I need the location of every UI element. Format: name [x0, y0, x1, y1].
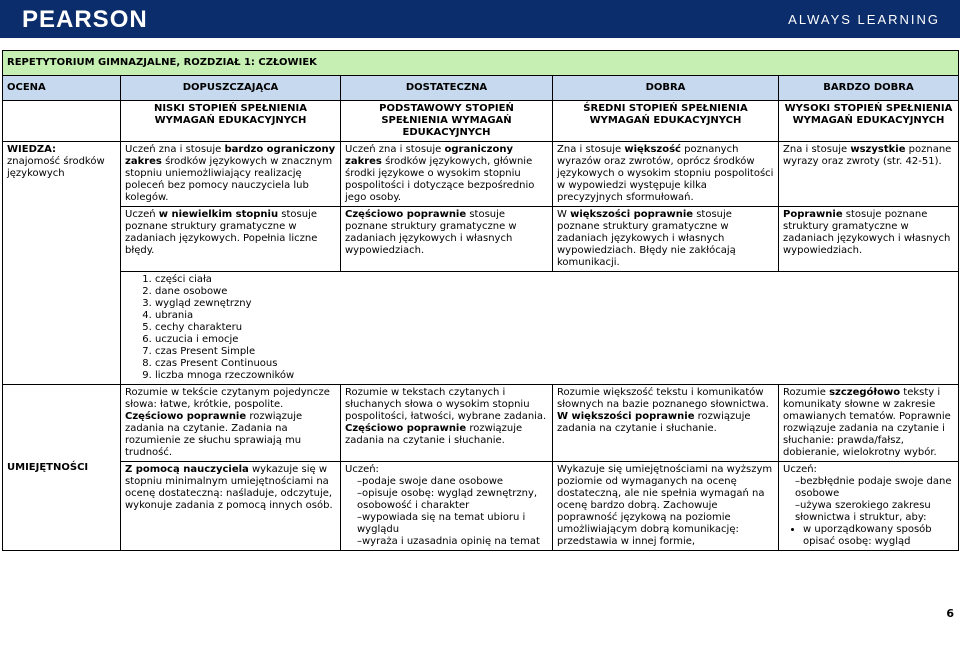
text: Rozumie większość tekstu i komunikatów słownych na bazie poznanego słownictwa.: [557, 387, 769, 410]
text: Uczeń: [125, 209, 159, 220]
text: wykazuje się w stopniu minimalnym umiejętnościami na ocenę dostateczną: naśladuje, odczytuje, wykonuje zadania z pomocą innych osób.: [125, 464, 333, 511]
topics-list: [125, 274, 954, 382]
umiej-r1-c4: [779, 385, 959, 462]
list-item: – wyraża i uzasadnia opinię na temat: [357, 536, 548, 548]
list-item: 6. uczucia i emocje: [155, 334, 954, 346]
emphasis: Częściowo poprawnie: [345, 423, 467, 434]
text: poznanych wyrazów oraz zwrotów, oprócz środków językowych o wysokim stopniu pospolitości w wypowiedzi występuje kilka precyzyjnych sformułowań.: [557, 144, 774, 203]
c4-sublist: [783, 524, 954, 548]
text: poznane wyrazy oraz zwroty (str. 42-51).: [783, 144, 952, 167]
level-high: WYSOKI STOPIEŃ SPEŁNIENIA WYMAGAŃ EDUKACYJNYCH: [779, 101, 959, 142]
emphasis: Poprawnie: [783, 209, 843, 220]
umiej-r1-c2: [341, 385, 553, 462]
text: Uczeń zna i stosuje: [125, 144, 225, 155]
list-item: 4. ubrania: [155, 310, 954, 322]
text: Rozumie w tekście czytanym pojedyncze słowa: łatwe, krótkie, pospolite.: [125, 387, 330, 410]
text: Rozumie w tekstach czytanych i słuchanych słowa o wysokim stopniu pospolitości, łatwości, wybrane zadania.: [345, 387, 547, 422]
list-item: – bezbłędnie podaje swoje dane osobowe: [795, 476, 954, 500]
requirements-table: [2, 50, 959, 551]
wiedza-row-1: [3, 142, 959, 207]
wiedza-r2-c4: [779, 207, 959, 272]
text: Uczeń zna i stosuje: [345, 144, 445, 155]
grade-dopuszczajaca: DOPUSZCZAJĄCA: [121, 76, 341, 101]
wiedza-r1-c4: [779, 142, 959, 207]
text: rozwiązuje zadania na czytanie. Zadania na rozumienie ze słuchu sprawiają mu trudność.: [125, 411, 303, 458]
emphasis: wszystkie: [850, 144, 906, 155]
list-item: 2. dane osobowe: [155, 286, 954, 298]
tagline: ALWAYS LEARNING: [788, 12, 940, 27]
text: Zna i stosuje: [557, 144, 625, 155]
text: teksty i komunikaty słowne w zakresie omawianych tematów. Poprawnie rozwiązuje zadania na czytanie i słuchanie: prawda/fałsz, dobieranie, wielokrotny wybór.: [783, 387, 951, 458]
levels-empty: [3, 101, 121, 142]
umiej-r2-c4: [779, 462, 959, 551]
text: W: [557, 209, 571, 220]
emphasis: Częściowo poprawnie: [125, 411, 247, 422]
emphasis: Z pomocą nauczyciela: [125, 464, 249, 475]
grades-row: [3, 76, 959, 101]
emphasis: ograniczony zakres: [345, 144, 514, 167]
wiedza-label-cell: [3, 142, 121, 385]
list-item: – opisuje osobę: wygląd zewnętrzny, osobowość i charakter: [357, 488, 548, 512]
text: stosuje poznane struktury gramatyczne w zadaniach językowych. Popełnia liczne błędy.: [125, 209, 318, 256]
title-row: [3, 51, 959, 76]
pearson-logo: PEARSON: [22, 6, 148, 33]
emphasis: W większości poprawnie: [557, 411, 695, 422]
wiedza-r2-c1: [121, 207, 341, 272]
wiedza-row-2: [3, 207, 959, 272]
wiedza-label: WIEDZA:: [7, 144, 57, 155]
umiej-r2-c1: [121, 462, 341, 551]
table-title: REPETYTORIUM GIMNAZJALNE, ROZDZIAŁ 1: CZŁOWIEK: [3, 51, 959, 76]
emphasis: szczegółowo: [829, 387, 901, 398]
emphasis: Częściowo poprawnie: [345, 209, 467, 220]
c4-list: [783, 476, 954, 524]
text: Zna i stosuje: [783, 144, 851, 155]
level-basic: PODSTAWOWY STOPIEŃ SPEŁNIENIA WYMAGAŃ EDUKACYJNYCH: [341, 101, 553, 142]
umiej-r2-c3: Wykazuje się umiejętnościami na wyższym poziomie od wymaganych na ocenę dostateczną, ale nie spełnia wymagań na ocenę bardzo dobrą. Zachowuje poprawność językową na poziomie umożliwiającym dobrą komunikację: przedstawia w innej formie,: [553, 462, 779, 551]
text: Rozumie: [783, 387, 830, 398]
umiejetnosci-row-2: [3, 462, 959, 551]
text: rozwiązuje zadania na czytanie i słuchanie.: [345, 423, 523, 446]
umiej-r1-c3: [553, 385, 779, 462]
emphasis: bardzo ograniczony zakres: [125, 144, 336, 167]
list-item: 8. czas Present Continuous: [155, 358, 954, 370]
c4-head: Uczeń:: [783, 464, 817, 475]
emphasis: większości poprawnie: [570, 209, 694, 220]
grade-dobra: DOBRA: [553, 76, 779, 101]
list-item: – używa szerokiego zakresu słownictwa i struktur, aby:: [795, 500, 954, 524]
text: stosuje poznane struktury gramatyczne w zadaniach językowych i własnych wypowiedziach.: [345, 209, 517, 256]
levels-row: [3, 101, 959, 142]
list-item: • w uporządkowany sposób opisać osobę: wygląd: [803, 524, 954, 548]
umiej-r1-c1: [121, 385, 341, 462]
umiejetnosci-row-1: [3, 385, 959, 462]
umiejetnosci-label: UMIEJĘTNOŚCI: [3, 385, 121, 551]
c2-head: Uczeń:: [345, 464, 379, 475]
list-item: – podaje swoje dane osobowe: [357, 476, 548, 488]
wiedza-r1-c1: [121, 142, 341, 207]
text: stosuje poznane struktury gramatyczne w zadaniach językowych i własnych wypowiedziach.: [783, 209, 951, 256]
text: rozwiązuje zadania na czytanie i słuchanie.: [557, 411, 751, 434]
pearson-banner: [0, 0, 960, 38]
grade-dostateczna: DOSTATECZNA: [341, 76, 553, 101]
text: środków językowych w znacznym stopniu uniemożliwiający realizację poleceń bez pomocy nauczyciela lub kolegów.: [125, 156, 333, 203]
grade-header: OCENA: [3, 76, 121, 101]
text: środków językowych, głównie środki językowe o wysokim stopniu pospolitości i dotyczące bezpośrednio jego osoby.: [345, 156, 535, 203]
level-low: NISKI STOPIEŃ SPEŁNIENIA WYMAGAŃ EDUKACYJNYCH: [121, 101, 341, 142]
wiedza-r1-c3: [553, 142, 779, 207]
wiedza-r2-c2: [341, 207, 553, 272]
wiedza-sub: znajomość środków językowych: [7, 156, 105, 179]
list-item: 3. wygląd zewnętrzny: [155, 298, 954, 310]
wiedza-r2-c3: [553, 207, 779, 272]
grade-bardzo-dobra: BARDZO DOBRA: [779, 76, 959, 101]
wiedza-topics-row: [3, 272, 959, 385]
list-item: 9. liczba mnoga rzeczowników: [155, 370, 954, 382]
umiej-r2-c2: [341, 462, 553, 551]
text: stosuje poznane struktury gramatyczne w zadaniach językowych i własnych wypowiedziach. Błędy nie zakłócają komunikacji.: [557, 209, 736, 268]
level-medium: ŚREDNI STOPIEŃ SPEŁNIENIA WYMAGAŃ EDUKACYJNYCH: [553, 101, 779, 142]
list-item: 1. części ciała: [155, 274, 954, 286]
page-number: 6: [946, 607, 954, 620]
list-item: 5. cechy charakteru: [155, 322, 954, 334]
wiedza-r1-c2: [341, 142, 553, 207]
emphasis: w niewielkim stopniu: [158, 209, 279, 220]
c2-list: [345, 476, 548, 548]
topics-cell: [121, 272, 959, 385]
emphasis: większość: [624, 144, 681, 155]
list-item: – wypowiada się na temat ubioru i wyglądu: [357, 512, 548, 536]
list-item: 7. czas Present Simple: [155, 346, 954, 358]
